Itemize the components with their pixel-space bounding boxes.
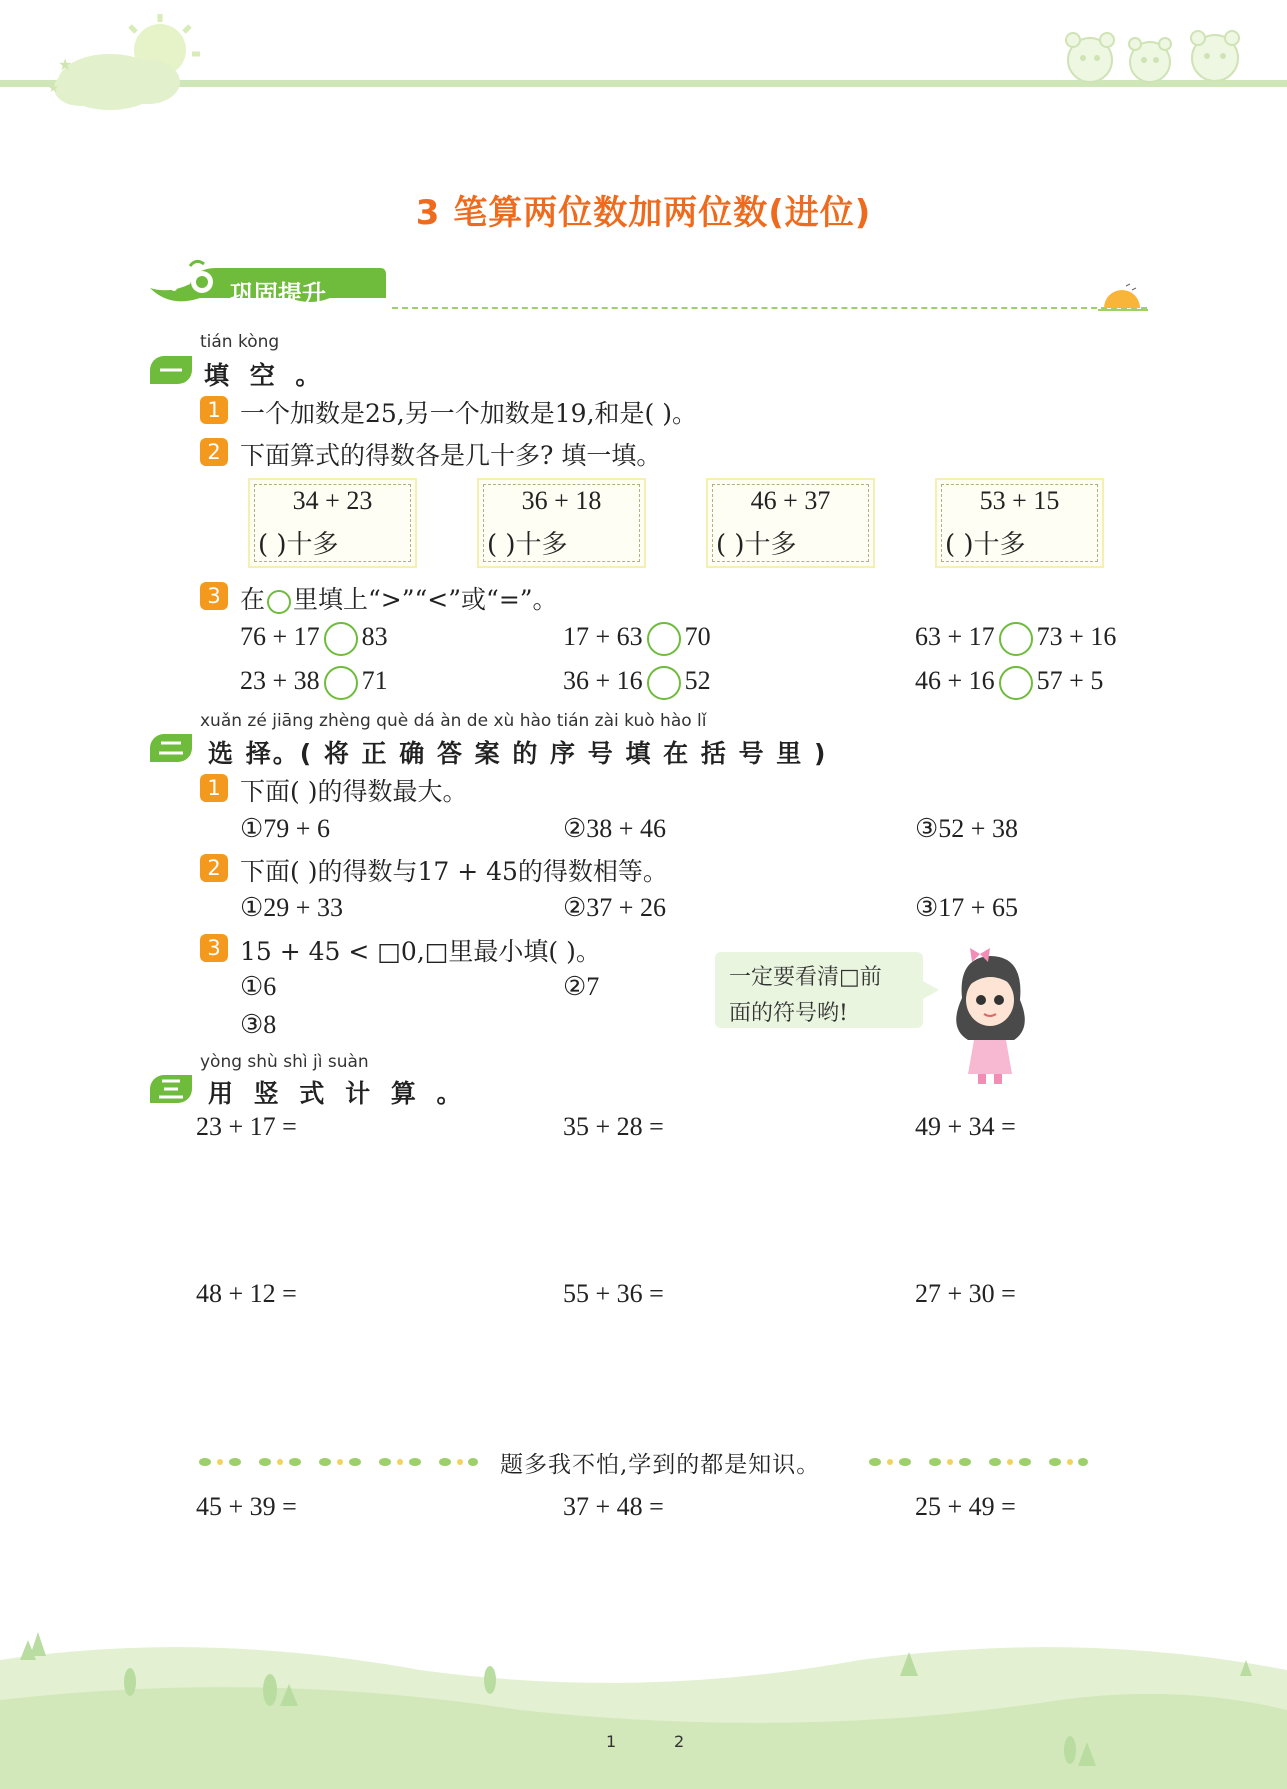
box-answer-blank[interactable]: ( )十多 [716, 530, 797, 560]
choice-option[interactable]: ②37 + 26 [563, 893, 666, 922]
svg-text:★: ★ [58, 55, 73, 74]
calc-problem: 48 + 12 = [196, 1279, 297, 1308]
circle-icon [267, 590, 291, 614]
motto-text: 题多我不怕,学到的都是知识。 [500, 1452, 821, 1478]
compare-item: 63 + 17 73 + 16 [915, 622, 1116, 656]
choice-option[interactable]: ②38 + 46 [563, 814, 666, 843]
box-expression: 34 + 23 [292, 486, 373, 515]
compare-circle-blank[interactable] [324, 622, 358, 656]
box-expression: 46 + 37 [750, 486, 831, 515]
choice-option[interactable]: ①29 + 33 [240, 893, 343, 922]
compare-circle-blank[interactable] [999, 666, 1033, 700]
sun-cloud-icon [40, 10, 210, 120]
calc-problem: 23 + 17 = [196, 1112, 297, 1141]
compare-item: 36 + 16 52 [563, 666, 711, 700]
choice-option[interactable]: ②7 [563, 972, 600, 1001]
compare-item: 46 + 16 57 + 5 [915, 666, 1103, 700]
choice-option[interactable]: ③52 + 38 [915, 814, 1018, 843]
section-1-badge [150, 356, 192, 384]
estimate-box [935, 478, 1104, 568]
vine-decoration-right [865, 1452, 1090, 1472]
estimate-box [477, 478, 646, 568]
section-2-pinyin: xuǎn zé jiāng zhèng què dá àn de xù hào tián zài kuò hào lǐ [200, 711, 707, 731]
choice-question-3: 15 + 45 < □0,□里最小填( )。 [240, 937, 601, 966]
banner-label: 巩固提升 [230, 280, 326, 308]
section-3-title: 用 竖 式 计 算 。 [208, 1079, 468, 1108]
section-2-title: 选 择。( 将 正 确 答 案 的 序 号 填 在 括 号 里 ) [208, 739, 828, 768]
fill-question-2: 下面算式的得数各是几十多? 填一填。 [240, 441, 662, 470]
box-answer-blank[interactable]: ( )十多 [258, 530, 339, 560]
section-1-title: 填 空 。 [204, 361, 327, 390]
section-1-pinyin: tián kòng [200, 332, 280, 352]
compare-circle-blank[interactable] [647, 622, 681, 656]
section-3-pinyin: yòng shù shì jì suàn [200, 1052, 369, 1072]
calc-problem: 27 + 30 = [915, 1279, 1016, 1308]
compare-item: 76 + 17 83 [240, 622, 388, 656]
calc-problem: 55 + 36 = [563, 1279, 664, 1308]
box-answer-blank[interactable]: ( )十多 [487, 530, 568, 560]
box-expression: 53 + 15 [979, 486, 1060, 515]
page-number-right: 2 [674, 1732, 685, 1751]
question-number: 3 [200, 934, 228, 962]
compare-circle-blank[interactable] [999, 622, 1033, 656]
compare-item: 17 + 63 70 [563, 622, 711, 656]
choice-option[interactable]: ①6 [240, 972, 277, 1001]
fill-question-1: 一个加数是25,另一个加数是19,和是( )。 [240, 399, 697, 428]
choice-option[interactable]: ①79 + 6 [240, 814, 330, 843]
estimate-box [248, 478, 417, 568]
compare-circle-blank[interactable] [647, 666, 681, 700]
vine-decoration-left [195, 1452, 480, 1472]
question-number: 3 [200, 582, 228, 610]
sunset-icon [1098, 282, 1148, 312]
page-number-left: 1 [606, 1732, 617, 1751]
girl-character-icon [940, 948, 1040, 1088]
question-number: 1 [200, 396, 228, 424]
footer-hills-decoration [0, 1620, 1287, 1789]
calc-problem: 35 + 28 = [563, 1112, 664, 1141]
hint-speech-bubble: 一定要看清□前 面的符号哟! [715, 952, 923, 1028]
calc-problem: 37 + 48 = [563, 1492, 664, 1521]
choice-option[interactable]: ③17 + 65 [915, 893, 1018, 922]
svg-text:★: ★ [48, 81, 59, 95]
compare-item: 23 + 38 71 [240, 666, 388, 700]
section-2-badge [150, 734, 192, 762]
calc-problem: 49 + 34 = [915, 1112, 1016, 1141]
question-number: 2 [200, 438, 228, 466]
calc-problem: 45 + 39 = [196, 1492, 297, 1521]
choice-option[interactable]: ③8 [240, 1010, 277, 1039]
page-title: 3 笔算两位数加两位数(进位) [415, 193, 872, 233]
choice-question-1: 下面( )的得数最大。 [240, 777, 468, 806]
animal-friends-icon [1055, 20, 1255, 85]
banner-divider [392, 307, 1147, 309]
question-number: 1 [200, 774, 228, 802]
estimate-box [706, 478, 875, 568]
fill-question-3: 在 里填上“>”“<”或“=”。 [240, 585, 558, 614]
box-expression: 36 + 18 [521, 486, 602, 515]
choice-question-2: 下面( )的得数与17 + 45的得数相等。 [240, 857, 668, 886]
box-answer-blank[interactable]: ( )十多 [945, 530, 1026, 560]
section-3-badge [150, 1075, 192, 1103]
question-number: 2 [200, 854, 228, 882]
calc-problem: 25 + 49 = [915, 1492, 1016, 1521]
compare-circle-blank[interactable] [324, 666, 358, 700]
